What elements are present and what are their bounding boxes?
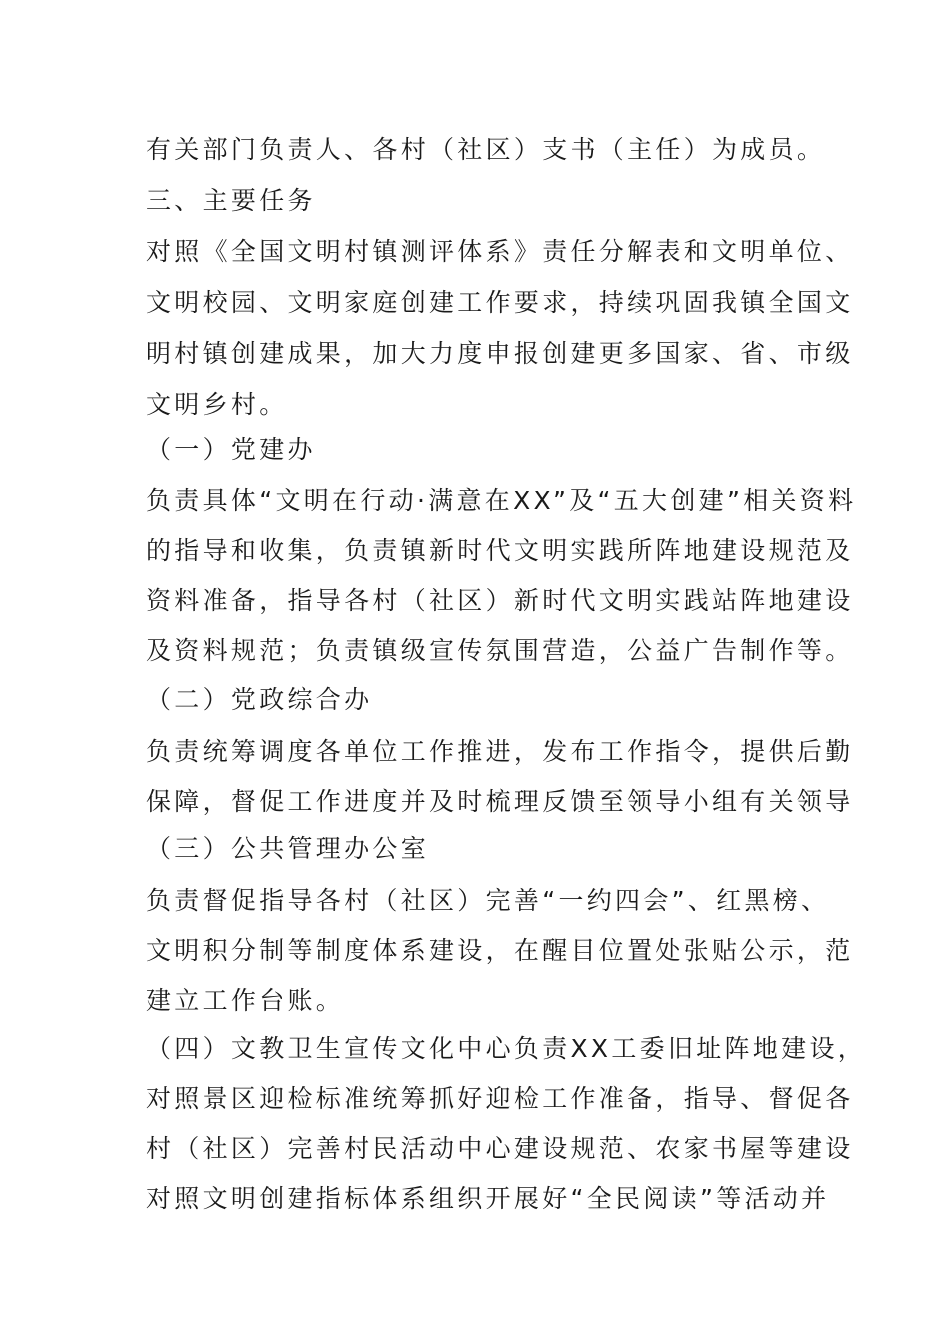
subsection-heading: （三）公共管理办公室	[146, 834, 430, 863]
text-line: 有关部门负责人、各村（社区）支书（主任）为成员。	[146, 135, 826, 164]
text-line: 资料准备，指导各村（社区）新时代文明实践站阵地建设	[146, 586, 854, 615]
text-line: 明村镇创建成果，加大力度申报创建更多国家、省、市级	[146, 339, 854, 368]
text-line: 文明乡村。	[146, 390, 288, 419]
text-line: 负责统筹调度各单位工作推进，发布工作指令，提供后勤	[146, 737, 854, 766]
subsection-heading: （一）党建办	[146, 435, 316, 464]
text-line: 保障，督促工作进度并及时梳理反馈至领导小组有关领导	[146, 787, 854, 816]
section-heading: 三、主要任务	[146, 186, 316, 215]
text-line: 负责具体“文明在行动·满意在XX”及“五大创建”相关资料	[146, 486, 857, 515]
text-line: 对照《全国文明村镇测评体系》责任分解表和文明单位、	[146, 237, 854, 266]
text-line: 文明校园、文明家庭创建工作要求，持续巩固我镇全国文	[146, 288, 854, 317]
text-line: 村（社区）完善村民活动中心建设规范、农家书屋等建设	[146, 1134, 854, 1163]
text-line: 文明积分制等制度体系建设，在醒目位置处张贴公示，范	[146, 936, 854, 965]
subsection-heading: （二）党政综合办	[146, 685, 373, 714]
text-line: 负责督促指导各村（社区）完善“一约四会”、红黑榜、	[146, 886, 830, 915]
text-line: 的指导和收集，负责镇新时代文明实践所阵地建设规范及	[146, 536, 854, 565]
text-line: 建立工作台账。	[146, 986, 345, 1015]
subsection-heading: （四）文教卫生宣传文化中心负责XX工委旧址阵地建设，	[146, 1034, 867, 1063]
text-line: 对照文明创建指标体系组织开展好“全民阅读”等活动并	[146, 1184, 830, 1213]
text-line: 对照景区迎检标准统筹抓好迎检工作准备，指导、督促各	[146, 1084, 854, 1113]
text-line: 及资料规范；负责镇级宣传氛围营造，公益广告制作等。	[146, 636, 854, 665]
